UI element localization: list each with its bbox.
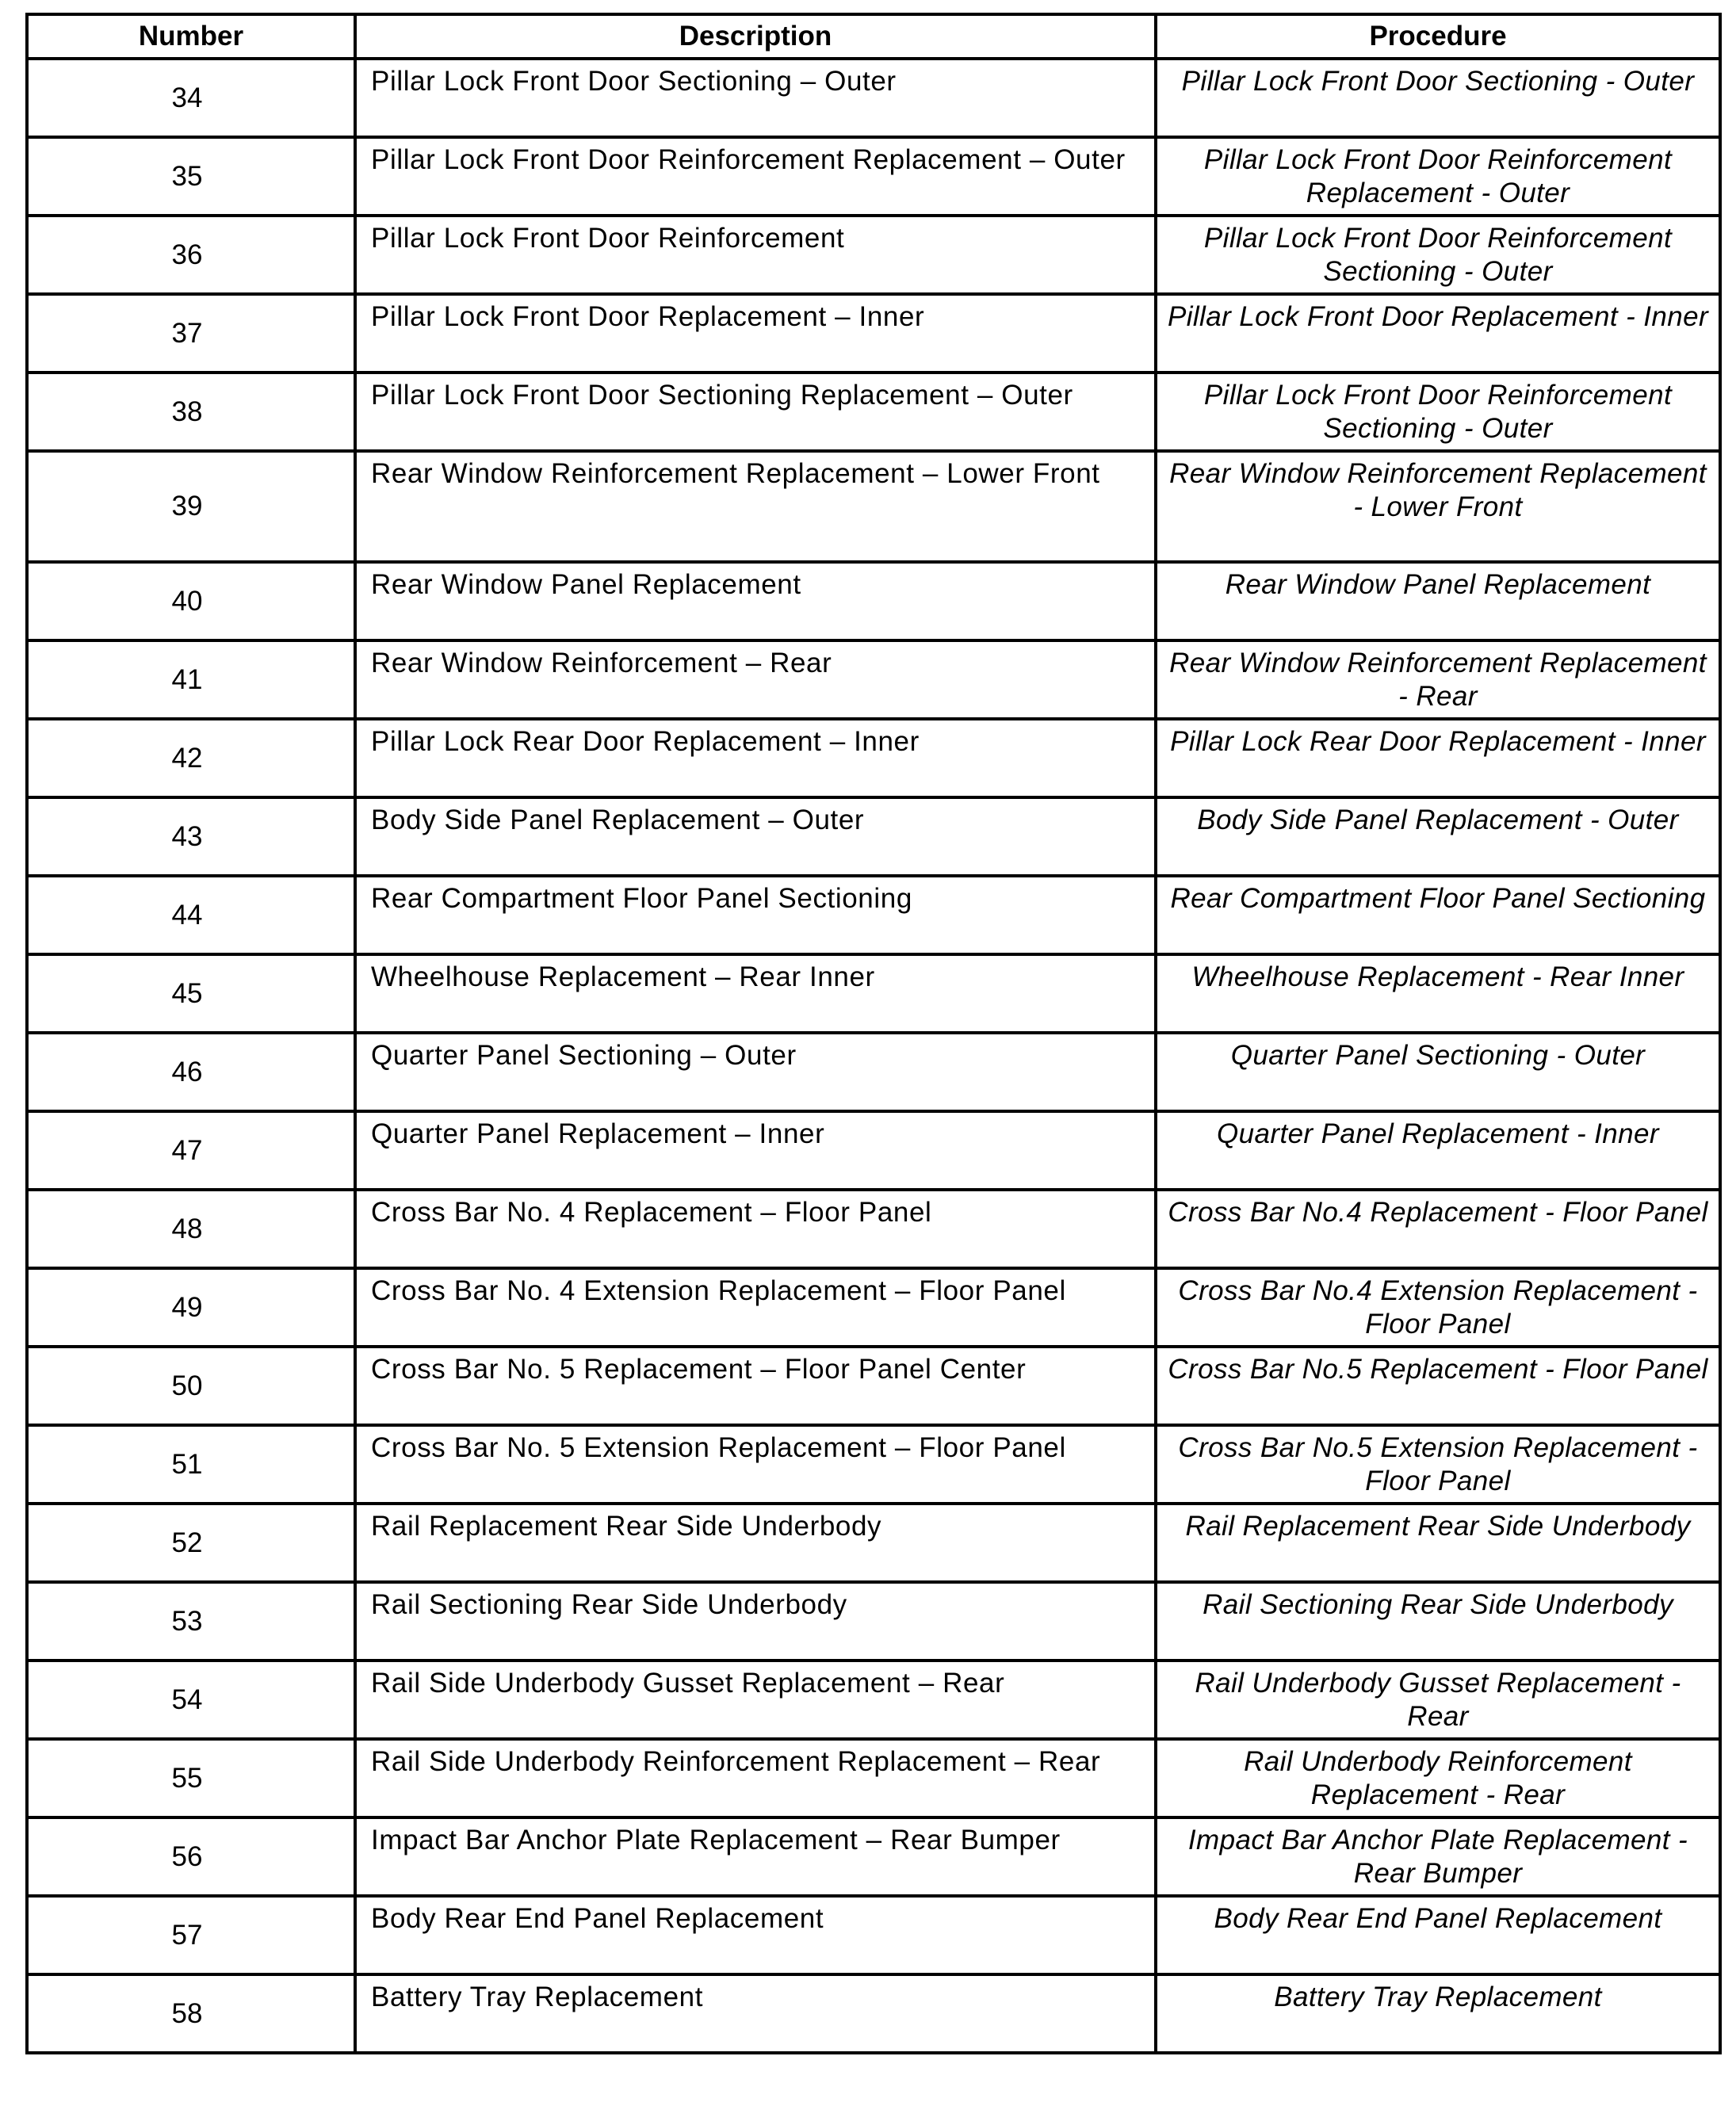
table-row	[27, 137, 1720, 216]
row-number: 40	[27, 562, 355, 640]
row-number: 41	[27, 640, 355, 719]
row-number: 36	[27, 216, 355, 294]
row-description: Rail Sectioning Rear Side Underbody	[355, 1582, 1156, 1661]
table-row	[27, 1661, 1720, 1739]
row-procedure: Quarter Panel Sectioning - Outer	[1156, 1033, 1720, 1111]
row-procedure: Cross Bar No.5 Replacement - Floor Panel	[1156, 1347, 1720, 1425]
row-description: Pillar Lock Front Door Sectioning Replacement – Outer	[355, 373, 1156, 451]
row-number: 54	[27, 1661, 355, 1739]
row-procedure: Wheelhouse Replacement - Rear Inner	[1156, 954, 1720, 1033]
row-description: Cross Bar No. 4 Extension Replacement – Floor Panel	[355, 1268, 1156, 1347]
table-row	[27, 1190, 1720, 1268]
row-number: 35	[27, 137, 355, 216]
row-description: Cross Bar No. 5 Replacement – Floor Panel Center	[355, 1347, 1156, 1425]
table-row	[27, 1347, 1720, 1425]
table-row	[27, 1974, 1720, 2053]
table-row	[27, 640, 1720, 719]
row-procedure: Rail Underbody Reinforcement Replacement - Rear	[1156, 1739, 1720, 1817]
row-number: 42	[27, 719, 355, 797]
row-number: 56	[27, 1817, 355, 1896]
procedures-table	[25, 13, 1722, 2054]
table-row	[27, 294, 1720, 373]
row-procedure: Pillar Lock Front Door Reinforcement Replacement - Outer	[1156, 137, 1720, 216]
row-number: 53	[27, 1582, 355, 1661]
row-description: Pillar Lock Front Door Sectioning – Outer	[355, 59, 1156, 137]
row-number: 34	[27, 59, 355, 137]
header-row	[27, 14, 1720, 59]
table-row	[27, 59, 1720, 137]
row-procedure: Rear Window Reinforcement Replacement - Rear	[1156, 640, 1720, 719]
row-procedure: Body Rear End Panel Replacement	[1156, 1896, 1720, 1974]
row-description: Cross Bar No. 5 Extension Replacement – Floor Panel	[355, 1425, 1156, 1504]
row-description: Quarter Panel Sectioning – Outer	[355, 1033, 1156, 1111]
row-description: Rear Window Panel Replacement	[355, 562, 1156, 640]
row-description: Cross Bar No. 4 Replacement – Floor Panel	[355, 1190, 1156, 1268]
row-procedure: Pillar Lock Front Door Reinforcement Sectioning - Outer	[1156, 373, 1720, 451]
header-description: Description	[355, 14, 1156, 59]
row-procedure: Cross Bar No.4 Replacement - Floor Panel	[1156, 1190, 1720, 1268]
row-number: 39	[27, 451, 355, 562]
table-row	[27, 719, 1720, 797]
row-description: Pillar Lock Rear Door Replacement – Inner	[355, 719, 1156, 797]
table-row	[27, 1582, 1720, 1661]
row-number: 45	[27, 954, 355, 1033]
row-number: 43	[27, 797, 355, 876]
table-row	[27, 1425, 1720, 1504]
row-description: Wheelhouse Replacement – Rear Inner	[355, 954, 1156, 1033]
row-description: Pillar Lock Front Door Reinforcement Replacement – Outer	[355, 137, 1156, 216]
table-row	[27, 797, 1720, 876]
row-description: Rear Compartment Floor Panel Sectioning	[355, 876, 1156, 954]
row-number: 49	[27, 1268, 355, 1347]
table-body	[27, 59, 1720, 2053]
row-description: Rail Side Underbody Reinforcement Replacement – Rear	[355, 1739, 1156, 1817]
table-row	[27, 562, 1720, 640]
table-row	[27, 954, 1720, 1033]
row-number: 52	[27, 1504, 355, 1582]
table-row	[27, 1817, 1720, 1896]
row-number: 38	[27, 373, 355, 451]
row-description: Rail Replacement Rear Side Underbody	[355, 1504, 1156, 1582]
table-row	[27, 216, 1720, 294]
table-row	[27, 451, 1720, 562]
table-row	[27, 1504, 1720, 1582]
row-procedure: Rear Window Panel Replacement	[1156, 562, 1720, 640]
table-row	[27, 373, 1720, 451]
row-procedure: Quarter Panel Replacement - Inner	[1156, 1111, 1720, 1190]
row-number: 47	[27, 1111, 355, 1190]
row-description: Rear Window Reinforcement – Rear	[355, 640, 1156, 719]
row-number: 37	[27, 294, 355, 373]
row-number: 51	[27, 1425, 355, 1504]
row-procedure: Impact Bar Anchor Plate Replacement - Rear Bumper	[1156, 1817, 1720, 1896]
row-description: Rear Window Reinforcement Replacement – Lower Front	[355, 451, 1156, 562]
header-number: Number	[27, 14, 355, 59]
row-procedure: Battery Tray Replacement	[1156, 1974, 1720, 2053]
row-description: Quarter Panel Replacement – Inner	[355, 1111, 1156, 1190]
row-number: 57	[27, 1896, 355, 1974]
row-description: Battery Tray Replacement	[355, 1974, 1156, 2053]
row-procedure: Pillar Lock Rear Door Replacement - Inner	[1156, 719, 1720, 797]
row-procedure: Pillar Lock Front Door Replacement - Inner	[1156, 294, 1720, 373]
row-description: Pillar Lock Front Door Reinforcement	[355, 216, 1156, 294]
row-procedure: Pillar Lock Front Door Reinforcement Sectioning - Outer	[1156, 216, 1720, 294]
row-number: 55	[27, 1739, 355, 1817]
row-number: 46	[27, 1033, 355, 1111]
row-procedure: Body Side Panel Replacement - Outer	[1156, 797, 1720, 876]
row-description: Rail Side Underbody Gusset Replacement – Rear	[355, 1661, 1156, 1739]
row-procedure: Rear Compartment Floor Panel Sectioning	[1156, 876, 1720, 954]
row-description: Pillar Lock Front Door Replacement – Inner	[355, 294, 1156, 373]
row-description: Body Rear End Panel Replacement	[355, 1896, 1156, 1974]
table-row	[27, 1268, 1720, 1347]
table-header	[27, 14, 1720, 59]
table-row	[27, 1033, 1720, 1111]
table-row	[27, 1896, 1720, 1974]
header-procedure: Procedure	[1156, 14, 1720, 59]
row-procedure: Rail Replacement Rear Side Underbody	[1156, 1504, 1720, 1582]
table-row	[27, 1739, 1720, 1817]
table-row	[27, 876, 1720, 954]
row-procedure: Rail Underbody Gusset Replacement - Rear	[1156, 1661, 1720, 1739]
row-number: 48	[27, 1190, 355, 1268]
table-row	[27, 1111, 1720, 1190]
row-procedure: Cross Bar No.5 Extension Replacement - Floor Panel	[1156, 1425, 1720, 1504]
row-procedure: Pillar Lock Front Door Sectioning - Outer	[1156, 59, 1720, 137]
row-description: Body Side Panel Replacement – Outer	[355, 797, 1156, 876]
row-number: 50	[27, 1347, 355, 1425]
row-procedure: Rear Window Reinforcement Replacement - Lower Front	[1156, 451, 1720, 562]
row-number: 44	[27, 876, 355, 954]
row-procedure: Cross Bar No.4 Extension Replacement - Floor Panel	[1156, 1268, 1720, 1347]
row-number: 58	[27, 1974, 355, 2053]
row-procedure: Rail Sectioning Rear Side Underbody	[1156, 1582, 1720, 1661]
row-description: Impact Bar Anchor Plate Replacement – Rear Bumper	[355, 1817, 1156, 1896]
